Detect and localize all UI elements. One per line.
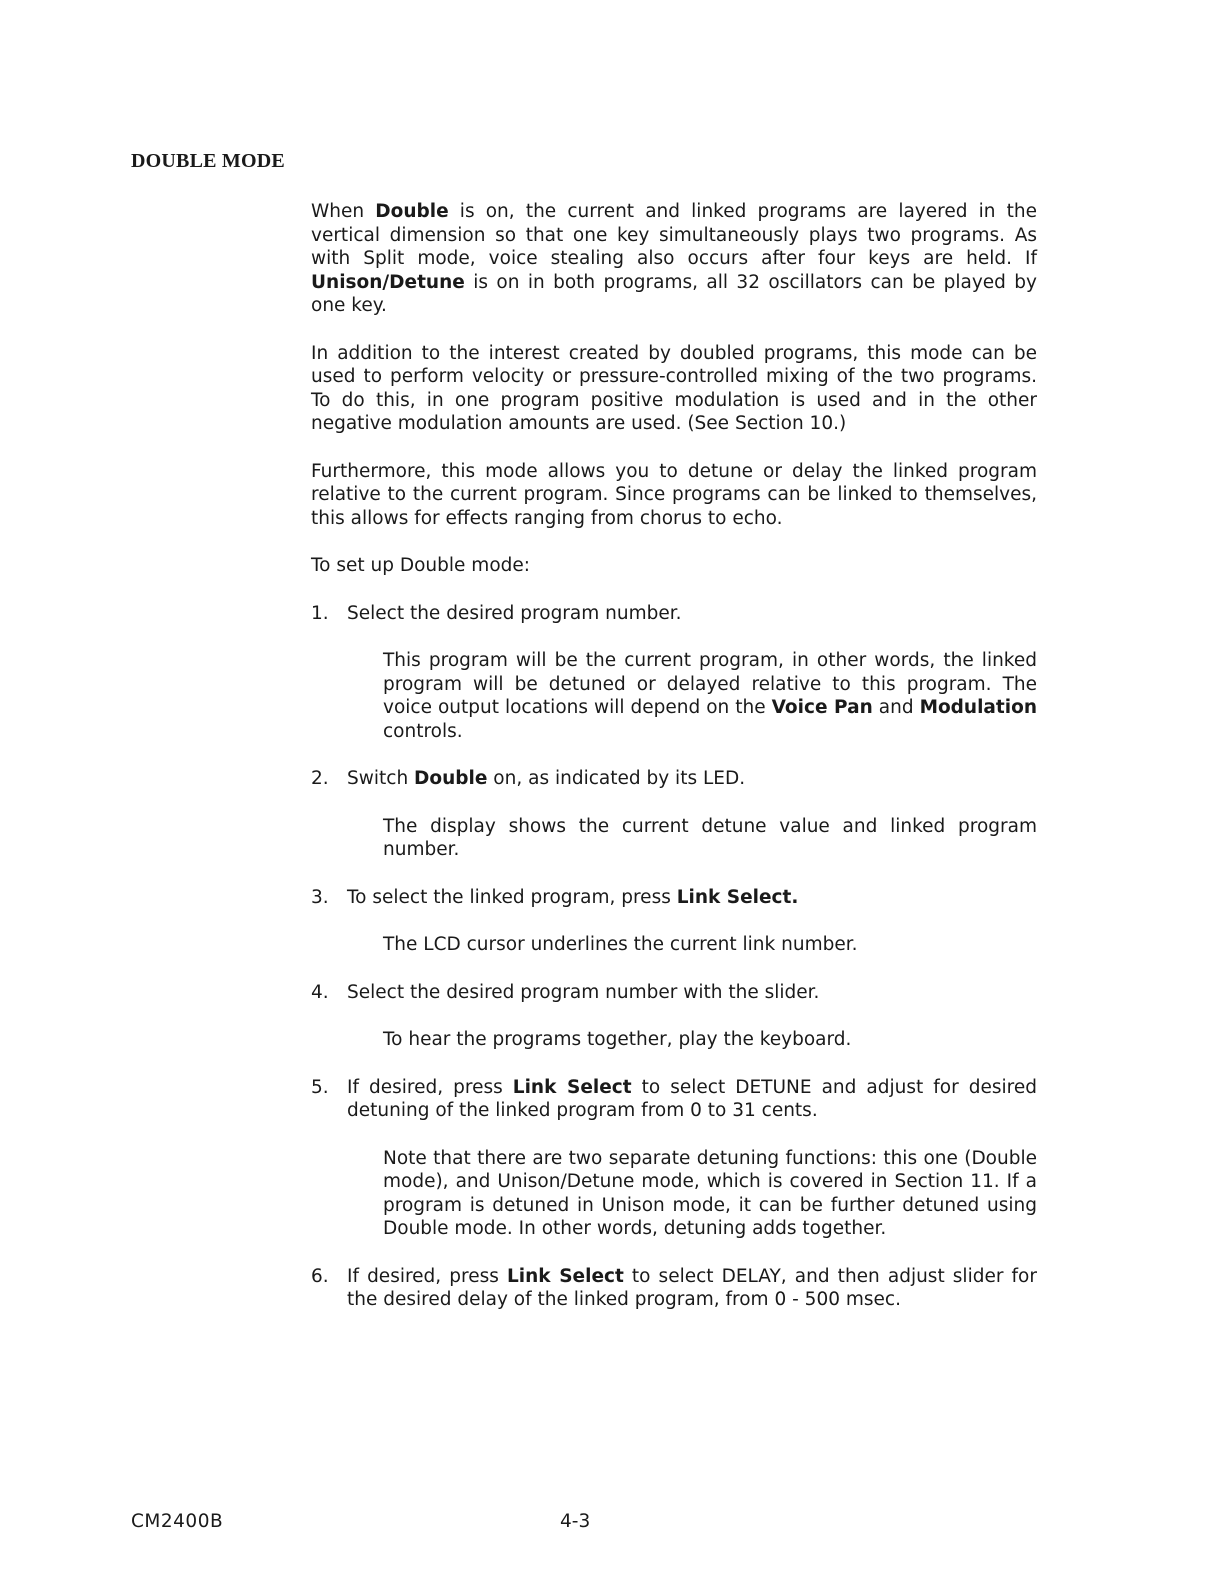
step-text [347,1076,1037,1123]
page-number: 4-3 [560,1511,591,1532]
step-text: Select the desired program number. [347,602,682,624]
body-column [311,200,1037,1336]
control-name-double: Double [375,201,449,222]
step-number: 1. [311,602,329,624]
step-note: The LCD cursor underlines the current link number. [383,934,858,955]
control-name-modulation: Modulation [919,697,1037,718]
text-run: to select DETUNE and adjust for desired detuning of the linked program from 0 to 31 cents. [347,1076,1037,1121]
step-note: The display shows the current detune value and linked program number. [383,815,1037,860]
step-text [347,886,1037,910]
step-2 [311,767,1037,862]
text-run: When [311,201,376,222]
intro-paragraph-3: Furthermore, this mode allows you to detune or delay the linked program relative to the current program. Since programs can be linked to themselves, this allows for effects ranging from chorus to echo. [311,460,1037,529]
step-text [347,1265,1037,1312]
setup-steps-list [311,602,1037,1312]
step-text: Select the desired program number with the slider. [347,981,820,1003]
control-name-link-select: Link Select. [676,886,799,908]
intro-paragraph-2: In addition to the interest created by doubled programs, this mode can be used to perform velocity or pressure-controlled mixing of the two programs. To do this, in one program positive modulation is used and in the other negative modulation amounts are used. (See Section 10.) [311,342,1037,434]
text-run: is on, the current and linked programs are layered in the vertical dimension so that one key simultaneously plays two programs. As with Split mode, voice stealing also occurs after four keys are held. If [311,201,1037,269]
text-run: is on in both programs, all 32 oscillators can be played by one key. [311,271,1037,316]
step-number: 5. [311,1076,329,1098]
control-name-double: Double [414,768,488,789]
step-number: 3. [311,886,329,908]
text-run: to select DELAY, and then adjust slider for the desired delay of the linked program, from 0 - 500 msec. [347,1265,1037,1310]
text-run: and [872,697,920,718]
step-6 [311,1265,1037,1312]
text-run: on, as indicated by its LED. [487,768,746,789]
text-run: controls. [383,720,463,742]
control-name-voice-pan: Voice Pan [771,697,873,718]
step-number: 2. [311,768,329,789]
step-note [383,649,1037,743]
text-run: If desired, press [347,1265,507,1287]
text-run: To select the linked program, press [347,886,677,908]
text-run: Switch [347,768,415,789]
step-note: To hear the programs together, play the keyboard. [383,1029,852,1050]
step-1 [311,602,1037,744]
section-heading: DOUBLE MODE [131,150,285,172]
step-text [347,767,1037,791]
intro-paragraph-1 [311,200,1037,318]
control-name-unison-detune: Unison/Detune [311,271,465,293]
control-name-link-select: Link Select [512,1076,632,1098]
step-4 [311,981,1037,1052]
document-code: CM2400B [131,1511,224,1532]
step-number: 6. [311,1265,329,1287]
text-run: This program will be the current program, in other words, the linked program will be detuned or delayed relative to this program. The voice output locations will depend on the [383,650,1037,718]
step-5 [311,1076,1037,1241]
control-name-link-select: Link Select [506,1265,624,1287]
step-number: 4. [311,981,329,1003]
step-3 [311,886,1037,957]
intro-paragraph-4: To set up Double mode: [311,555,530,576]
step-note: Note that there are two separate detuning functions: this one (Double mode), and Unison/Detune mode, which is covered in Section 11. If a program is detuned in Unison mode, it can be further detuned using Double mode. In other words, detuning adds together. [383,1147,1037,1239]
text-run: If desired, press [347,1076,513,1098]
